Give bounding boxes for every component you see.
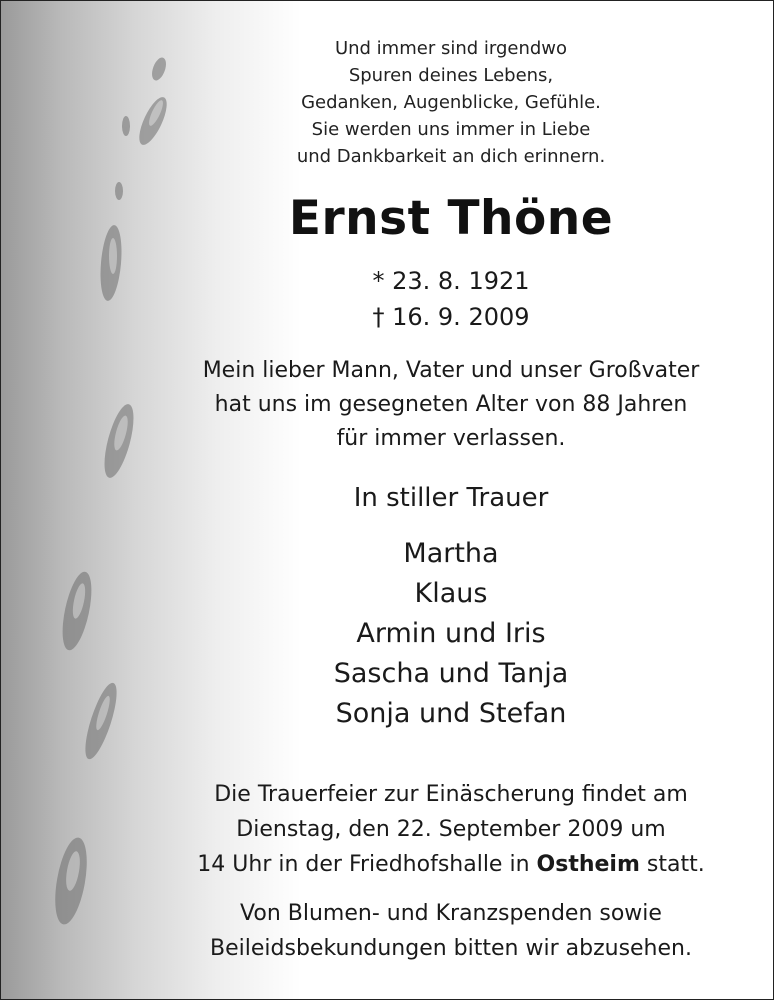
family-member: Armin und Iris <box>356 618 546 649</box>
ceremony-line: Dienstag, den 22. September 2009 um <box>236 817 666 842</box>
family-member: Martha <box>403 538 499 569</box>
obituary-text <box>151 1 751 999</box>
deceased-name: Ernst Thöne <box>288 191 614 246</box>
poem-line: Gedanken, Augenblicke, Gefühle. <box>301 92 601 113</box>
mourning-heading: In stiller Trauer <box>353 483 549 513</box>
message-line: Mein lieber Mann, Vater und unser Großvater <box>202 358 700 383</box>
message-line: hat uns im gesegneten Alter von 88 Jahren <box>214 392 688 417</box>
poem-line: Sie werden uns immer in Liebe <box>311 119 591 140</box>
life-dates <box>151 263 751 335</box>
birth-date: * 23. 8. 1921 <box>372 267 530 295</box>
poem-line: Spuren deines Lebens, <box>348 65 554 86</box>
flowers-line: Von Blumen- und Kranzspenden sowie <box>240 901 662 926</box>
flowers-line: Beileidsbekundungen bitten wir abzusehen. <box>210 936 692 961</box>
ceremony-line <box>151 847 751 882</box>
ceremony-time-text: 14 Uhr in der Friedhofshalle in <box>197 852 537 877</box>
death-date: † 16. 9. 2009 <box>372 303 530 331</box>
family-member: Klaus <box>414 578 488 609</box>
family-member: Sonja und Stefan <box>335 698 567 729</box>
ceremony-place: Ostheim <box>536 852 640 877</box>
death-message <box>151 354 751 456</box>
family-list <box>151 534 751 734</box>
ceremony-end-text: statt. <box>639 852 705 877</box>
ceremony-notice <box>151 777 751 882</box>
message-line: für immer verlassen. <box>336 426 566 451</box>
family-member: Sascha und Tanja <box>333 658 569 689</box>
poem <box>151 35 751 170</box>
poem-line: und Dankbarkeit an dich erinnern. <box>296 146 606 167</box>
poem-line: Und immer sind irgendwo <box>334 38 568 59</box>
ceremony-line: Die Trauerfeier zur Einäscherung findet am <box>214 782 688 807</box>
flowers-notice <box>151 896 751 966</box>
